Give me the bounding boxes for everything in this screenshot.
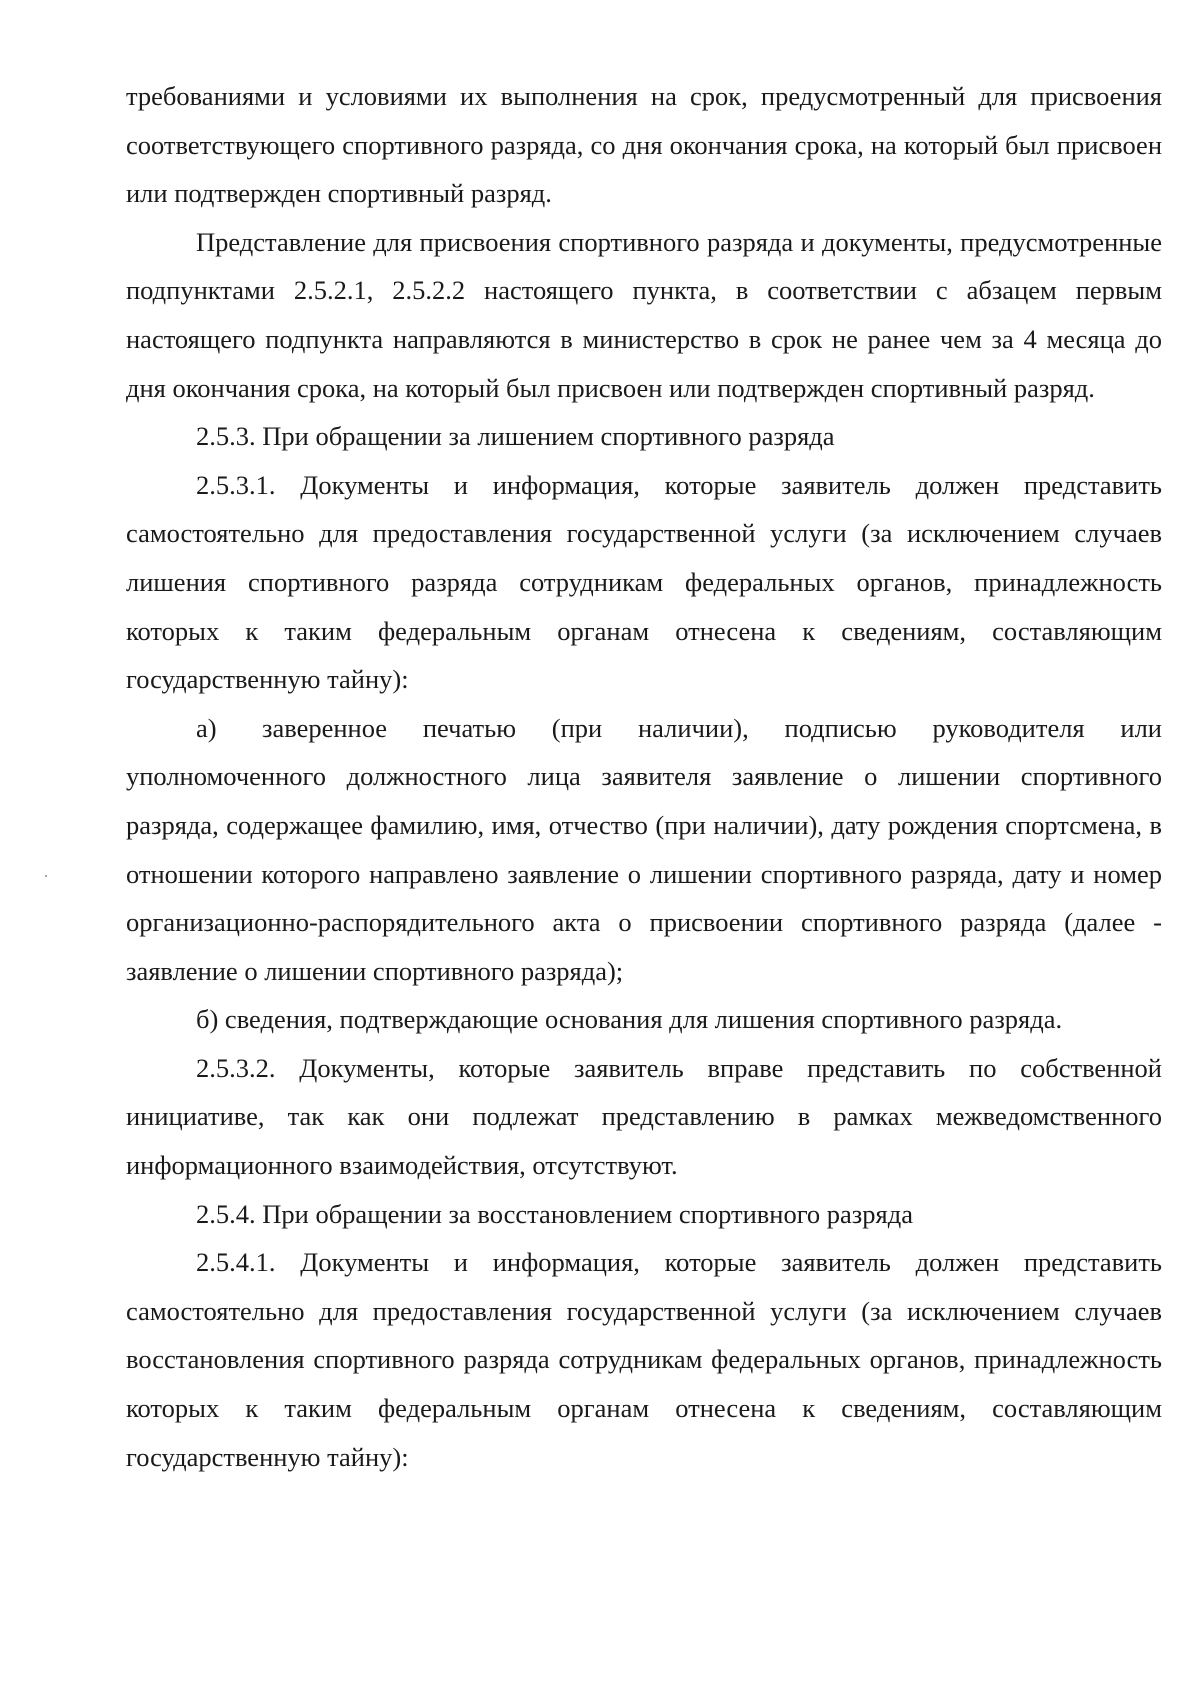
section-heading-2-5-3: 2.5.3. При обращении за лишением спортивного разряда (196, 421, 835, 452)
document-body (126, 72, 1162, 1481)
list-item-a (126, 704, 1162, 996)
paragraph-continuation: требованиями и условиями их выполнения на срок, предусмотренный для присвоения соответствующего спортивного разряда, со дня окончания срока, на который был присвоен или подтвержден спортивный разряд. (126, 81, 1162, 209)
paragraph-2-5-4-1: 2.5.4.1. Документы и информация, которые заявитель должен представить самостоятельно для предоставления государственной услуги (за исключением случаев восстановления спортивного разряда сотрудникам федеральных органов, принадлежность которых к таким федеральным органам отнесена к сведениям, составляющим государственную тайну): (126, 1247, 1162, 1472)
paragraph-2-5-3-1: 2.5.3.1. Документы и информация, которые заявитель должен представить самостоятельно для предоставления государственной услуги (за исключением случаев лишения спортивного разряда сотрудникам федеральных органов, принадлежность которых к таким федеральным органам отнесена к сведениям, составляющим государственную тайну): (126, 469, 1162, 695)
paragraph-2-5-3-2: 2.5.3.2. Документы, которые заявитель вправе представить по собственной инициативе, так как они подлежат представлению в рамках межведомственного информационного взаимодействия, отсутствуют. (126, 1052, 1162, 1181)
section-heading-2-5-4: 2.5.4. При обращении за восстановлением спортивного разряда (196, 1198, 913, 1229)
list-item-b: б) сведения, подтверждающие основания для лишения спортивного разряда. (196, 1004, 1063, 1035)
scan-speck (45, 875, 47, 877)
list-item-a-marker: а) (196, 712, 217, 743)
paragraph-submission-deadline: Представление для присвоения спортивного разряда и документы, предусмотренные подпунктами 2.5.2.1, 2.5.2.2 настоящего пункта, в соответствии с абзацем первым настоящего подпункта направляются в министерство в срок не ранее чем за 4 месяца до дня окончания срока, на который был присвоен или подтвержден спортивный разряд. (126, 226, 1162, 403)
list-item-a-text: заверенное печатью (при наличии), подписью руководителя или уполномоченного должностного лица заявителя заявление о лишении спортивного разряда, содержащее фамилию, имя, отчество (при наличии), дату рождения спортсмена, в отношении которого направлено заявление о лишении спортивного разряда, дату и номер организационно-распорядительного акта о присвоении спортивного разряда (далее - заявление о лишении спортивного разряда); (126, 712, 1162, 986)
